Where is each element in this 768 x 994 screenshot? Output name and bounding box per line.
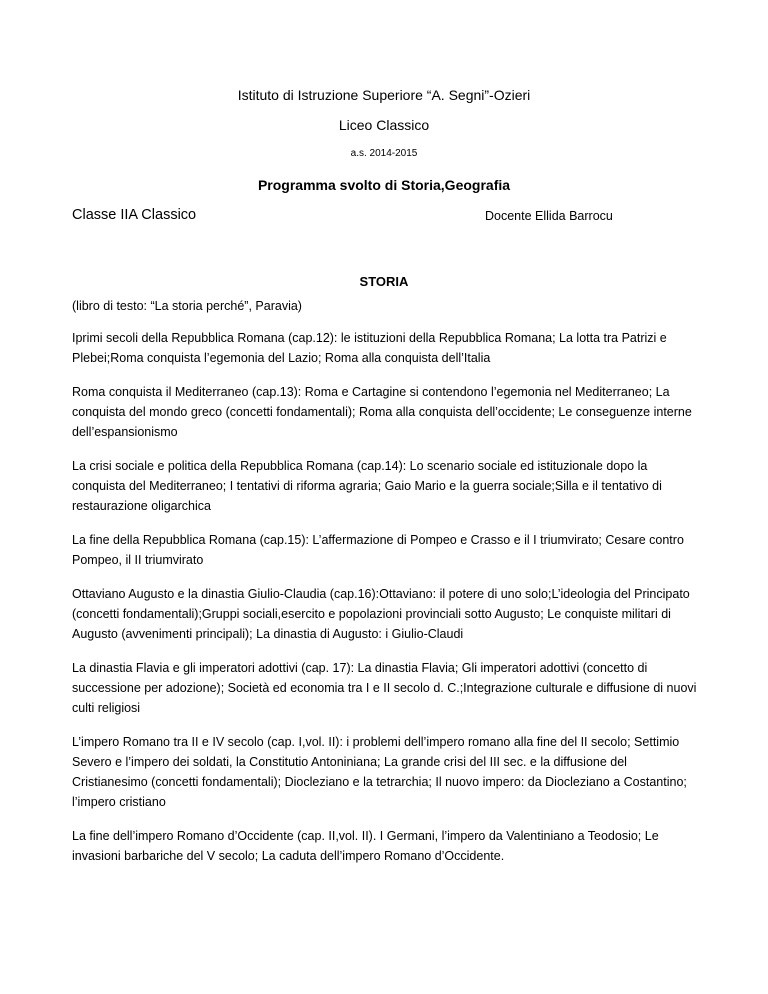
chapter-paragraph: Iprimi secoli della Repubblica Romana (cap.12): le istituzioni della Repubblica Romana; La lotta tra Patrizi e Plebei;Roma conquista l’egemonia del Lazio; Roma alla conquista dell’Italia — [72, 331, 667, 365]
chapter-paragraph: La crisi sociale e politica della Repubblica Romana (cap.14): Lo scenario sociale ed istituzionale dopo la conquista del Mediterraneo; I tentativi di riforma agraria; Gaio Mario e la guerra sociale;Silla e il tentativo di restaurazione oligarchica — [72, 459, 662, 513]
textbook-reference: (libro di testo: “La storia perché”, Paravia) — [72, 299, 302, 313]
chapter-paragraph: La fine della Repubblica Romana (cap.15): L’affermazione di Pompeo e Crasso e il I triumvirato; Cesare contro Pompeo, il II triumvirato — [72, 533, 684, 567]
school-name: Istituto di Istruzione Superiore “A. Segni”-Ozieri — [237, 87, 531, 103]
chapter-paragraph: Roma conquista il Mediterraneo (cap.13): Roma e Cartagine si contendono l’egemonia nel Mediterraneo; La conquista del mondo greco (concetti fondamentali); Roma alla conquista dell’occidente; Le conseguenze interne dell’espansionismo — [72, 385, 692, 439]
chapter-paragraph: Ottaviano Augusto e la dinastia Giulio-Claudia (cap.16):Ottaviano: il potere di uno solo;L’ideologia del Principato (concetti fondamentali);Gruppi sociali,esercito e popolazioni provinciali sotto Augusto; Le conquiste militari di Augusto (avvenimenti principali); La dinastia di Augusto: i Giulio-Claudi — [72, 587, 690, 641]
program-title: Programma svolto di Storia,Geografia — [257, 177, 511, 193]
chapter-paragraph: La dinastia Flavia e gli imperatori adottivi (cap. 17): La dinastia Flavia; Gli imperatori adottivi (concetto di successione per adozione); Società ed economia tra I e II secolo d. C.;Integrazione culturale e diffusione di nuovi culti religiosi — [72, 661, 697, 715]
teacher-label: Docente Ellida Barrocu — [485, 209, 613, 223]
chapter-paragraph: La fine dell’impero Romano d’Occidente (cap. II,vol. II). I Germani, l’impero da Valentiniano a Teodosio; Le invasioni barbariche del V secolo; La caduta dell’impero Romano d’Occidente. — [72, 829, 659, 863]
section-body — [72, 296, 700, 880]
section-title: STORIA — [359, 274, 409, 289]
chapter-paragraph: L’impero Romano tra II e IV secolo (cap. I,vol. II): i problemi dell’impero romano alla fine del II secolo; Settimio Severo e l’impero dei soldati, la Constitutio Antoniniana; La grande crisi del III sec. e la diffusione del Cristianesimo (concetti fondamentali); Diocleziano e la tetrarchia; Il nuovo impero: da Diocleziano a Costantino; l’impero cristiano — [72, 735, 687, 809]
class-label: Classe IIA Classico — [72, 207, 197, 223]
liceo-name: Liceo Classico — [338, 117, 430, 133]
school-year: a.s. 2014-2015 — [350, 148, 418, 159]
